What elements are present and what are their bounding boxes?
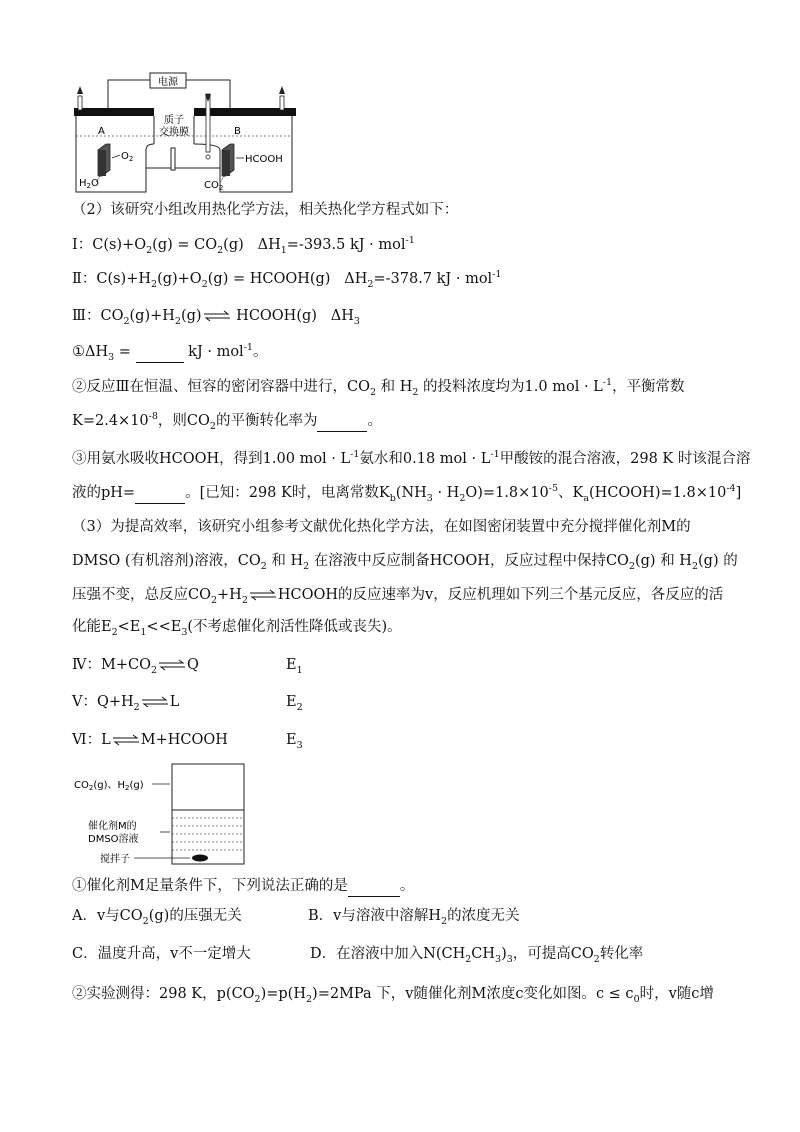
part3-intro-2: DMSO (有机溶剂)溶液，$CO_2$ 和 $H_2$ 在溶液中反应制备HCOOH，反应过程中保持$CO_2(g)$ 和 $H_2(g)$ 的 xyxy=(72,553,738,572)
option-c[interactable]: C．温度升高，v不一定增大 xyxy=(72,946,251,962)
o2-label: $O_2$ xyxy=(121,151,134,163)
equation-1: Ⅰ：$C(s)+O_2(g) = CO_2(g)$ $\Delta H_1=-393.5$ kJ · mol$^{-1}$ xyxy=(72,235,415,256)
h2o-label: $H_2O$ xyxy=(79,178,99,190)
gas-label: $CO_2(g)$、$H_2(g)$ xyxy=(74,780,144,792)
outlet-arrow-right xyxy=(279,86,285,110)
question-1: $①\Delta H_3$ = kJ · mol$^{-1}$。 xyxy=(72,342,268,363)
vessel-box xyxy=(172,764,244,864)
stirrer-label: 搅拌子 xyxy=(100,854,130,865)
lid-left xyxy=(74,108,154,116)
membrane-label-1: 质子 xyxy=(164,115,184,126)
inlet-arrow-right xyxy=(205,94,211,159)
equilibrium-arrow-icon xyxy=(202,310,232,322)
catalyst-label-1: 催化剂M的 xyxy=(88,821,137,832)
mc-question: ①催化剂M足量条件下，下列说法正确的是 。 xyxy=(72,876,414,897)
catalyst-label-2: DMSO溶液 xyxy=(88,834,139,845)
answer-blank-2[interactable] xyxy=(317,411,367,432)
stir-bar xyxy=(192,855,208,862)
part2-intro: （2）该研究小组改用热化学方法，相关热化学方程式如下： xyxy=(72,202,459,218)
question-experiment: ②实验测得：298 K，$p(CO_2)=p(H_2)=2MPa$ 下，v随催化剂M浓度c变化如图。$c \le c_0$时，v随c增 xyxy=(72,986,714,1005)
question-2-line-1: ②反应Ⅲ在恒温、恒容的密闭容器中进行，$CO_2$ 和 $H_2$ 的投料浓度均为1.0 mol · $L^{-1}$，平衡常数 xyxy=(72,377,685,398)
part3-intro-4: 化能$E_2<E_1<<E_3$(不考虑催化剂活性降低或丧失)。 xyxy=(72,619,402,638)
option-d[interactable]: D．在溶液中加入$N(CH_2CH_3)_3$，可提高$CO_2$转化率 xyxy=(310,946,644,965)
reaction-6: Ⅵ：L M+HCOOH $E_3$ xyxy=(72,732,303,751)
equilibrium-arrow-icon-2 xyxy=(248,589,278,601)
part3-intro-3: 压强不变，总反应$CO_2+H_2$ HCOOH的反应速率为v，反应机理如下列三个基元反应，各反应的活 xyxy=(72,587,724,606)
equation-2: Ⅱ：$C(s)+H_2(g)+O_2(g)$ = HCOOH(g) $\Delta H_2=-378.7$ kJ · mol$^{-1}$ xyxy=(72,269,502,290)
reaction-5: Ⅴ：$Q+H_2$ L $E_2$ xyxy=(72,694,303,713)
membrane-label-2: 交换膜 xyxy=(159,127,189,138)
electrode-a-label: A xyxy=(98,126,105,137)
reaction-4: Ⅳ：$M+CO_2$ Q $E_1$ xyxy=(72,657,303,676)
part3-intro-1: （3）为提高效率，该研究小组参考文献优化热化学方法，在如图密闭装置中充分搅拌催化剂M的 xyxy=(72,519,691,535)
answer-blank-4[interactable] xyxy=(348,876,400,897)
electrode-a xyxy=(98,144,110,176)
electrolysis-cell-diagram xyxy=(70,70,310,198)
equation-3: Ⅲ：$CO_2(g)+H_2(g)$ HCOOH(g) $\Delta H_3$ xyxy=(72,308,360,327)
co2-label: $CO_2$ xyxy=(204,180,224,192)
electrode-b-label: B xyxy=(234,126,241,137)
answer-blank-1[interactable] xyxy=(136,342,184,363)
proton-exchange-membrane xyxy=(171,148,175,170)
option-b[interactable]: B．v与溶液中溶解$H_2$的浓度无关 xyxy=(308,908,520,927)
equilibrium-arrow-icon-5 xyxy=(111,734,141,746)
question-2-line-2: $K=2.4\times 10^{-8}$，则$CO_2$的平衡转化率为 。 xyxy=(72,411,382,432)
option-a[interactable]: A．v与$CO_2(g)$的压强无关 xyxy=(72,908,242,927)
equilibrium-arrow-icon-4 xyxy=(140,696,170,708)
question-3-line-2: 液的pH= 。[已知：298 K时，电离常数$K_b(NH_3 \cdot H_2O)=1.8\times 10^{-5}$、$K_a(HCOOH)=1.8\times 10^{-4}$] xyxy=(72,483,742,504)
arrow-o2 xyxy=(112,155,120,158)
electrode-b xyxy=(222,144,234,176)
reaction-vessel-diagram xyxy=(70,760,250,870)
wire-left xyxy=(108,80,150,110)
question-3-line-1: ③用氨水吸收HCOOH，得到1.00 mol · $L^{-1}$氨水和0.18 mol · $L^{-1}$甲酸铵的混合溶液，298 K 时该混合溶 xyxy=(72,449,751,467)
outlet-arrow-left xyxy=(77,86,83,110)
answer-blank-3[interactable] xyxy=(135,483,185,504)
hcooh-label: HCOOH xyxy=(245,154,283,165)
equilibrium-arrow-icon-3 xyxy=(157,659,187,671)
power-source-label: 电源 xyxy=(158,77,178,88)
